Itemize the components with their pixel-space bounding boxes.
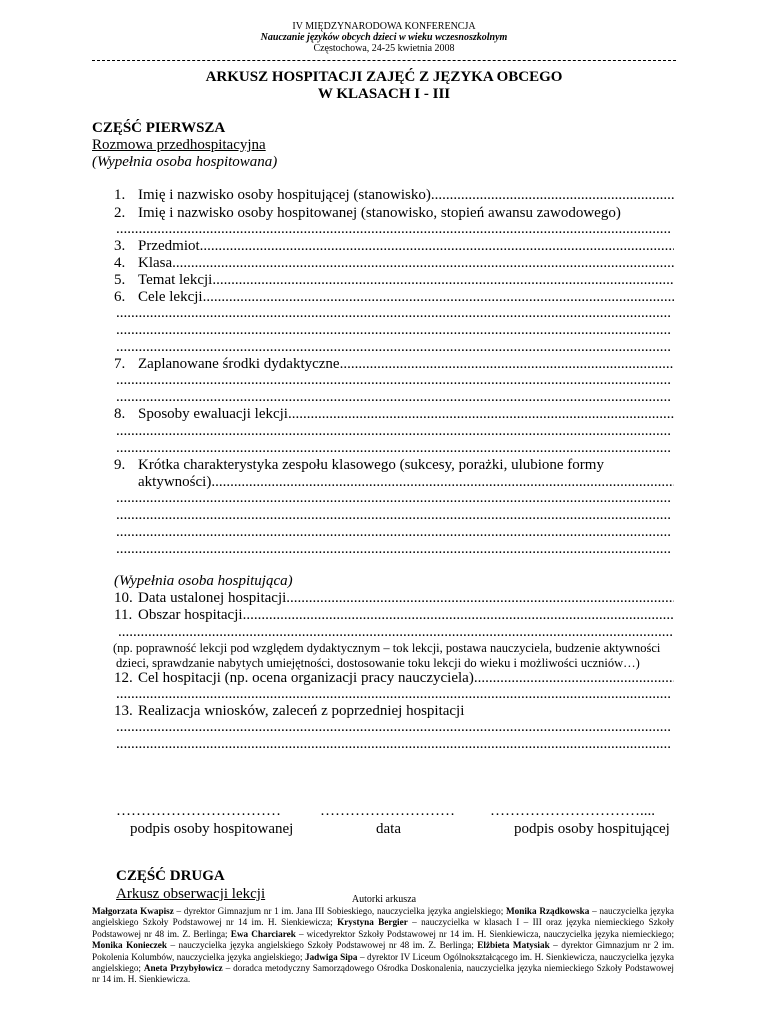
document-title: ARKUSZ HOSPITACJI ZAJĘĆ Z JĘZYKA OBCEGO [205,69,563,85]
conference-subtitle: Nauczanie języków obcych dzieci w wieku wczesnoszkolnym [260,32,508,43]
hint-text-line-1: (np. poprawność lekcji pod względem dydaktycznym – tok lekcji, postawa nauczyciela, budzenie aktywności [113,641,661,655]
answer-line[interactable] [116,221,672,238]
form-item-5[interactable]: 5. Temat lekcji ..... [114,272,674,289]
signature-label-date: data [376,821,401,837]
form-item-3[interactable]: 3. Przedmiot ..... [114,238,674,255]
answer-line[interactable] [116,490,672,507]
authors-caption: Autorki arkusza [351,894,417,905]
part-two-heading: CZĘŚĆ DRUGA [116,868,225,884]
part-one-note: (Wypełnia osoba hospitowana) [92,154,278,170]
answer-line[interactable] [116,736,672,753]
form-item-6[interactable]: 6. Cele lekcji ..... [114,289,674,306]
form-item-2: 2. Imię i nazwisko osoby hospitowanej (stanowisko, stopień awansu zawodowego) [114,205,621,221]
form-item-4[interactable]: 4. Klasa ..... [114,255,674,272]
form-item-13: 13. Realizacja wniosków, zaleceń z poprzedniej hospitacji [114,703,465,719]
document-subtitle: W KLASACH I - III [317,86,451,102]
answer-line[interactable] [116,339,672,356]
form-item-10[interactable]: 10. Data ustalonej hospitacji ..... [114,590,674,607]
hint-text-line-2: dzieci, sprawdzanie nabytych umiejętności, dostosowanie toku lekcji do wieku i możliwości uczniów…) [116,656,640,670]
signature-line-hospitowana[interactable]: …………………………… [116,803,281,819]
answer-line[interactable] [116,423,672,440]
form-item-1[interactable]: 1. Imię i nazwisko osoby hospitującej (stanowisko) ..... [114,187,674,204]
signature-label-hospitowana: podpis osoby hospitowanej [130,821,294,837]
answer-line[interactable] [116,372,672,389]
answer-line[interactable] [116,507,672,524]
answer-line[interactable] [116,541,672,558]
form-item-9: 9. Krótka charakterystyka zespołu klasowego (sukcesy, porażki, ulubione formy [114,457,604,473]
answer-line[interactable] [116,440,672,457]
form-item-7[interactable]: 7. Zaplanowane środki dydaktyczne ..... [114,356,674,373]
answer-line[interactable] [116,719,672,736]
header-divider [92,60,676,61]
signature-label-hospitujaca: podpis osoby hospitującej [514,821,670,837]
answer-line[interactable] [116,524,672,541]
part-one-heading: CZĘŚĆ PIERWSZA [92,120,226,136]
part-one-subheading: Rozmowa przedhospitacyjna [92,137,266,153]
signature-line-hospitujaca[interactable]: ………………………….... [490,803,655,819]
conference-date: Częstochowa, 24-25 kwietnia 2008 [313,43,455,54]
authors-text: Małgorzata Kwapisz – dyrektor Gimnazjum nr 1 im. Jana III Sobieskiego, nauczycielka języka angielskiego; Monika Rządkowska – nauczycielka języka angielskiego Szkoły Podstawowej nr 14 im. H. Sienkiewicza; Krystyna Bergier – nauczycielka w klasach I – III oraz języka niemieckiego Szkoły Podstawowej nr 48 im. Z. Berlinga; Ewa Charciarek – wicedyrektor Szkoły Podstawowej nr 14 im. H. Sienkiewicza, nauczycielka języka niemieckiego; Monika Konieczek – nauczycielka języka angielskiego Szkoły Podstawowej nr 48 im. Z. Berlinga; Elżbieta Matysiak – dyrektor Gimnazjum nr 2 im. Pokolenia Kolumbów, nauczycielka języka angielskiego; Jadwiga Sipa – dyrektor IV Liceum Ogólnokształcącego im. H. Sienkiewicza, nauczycielka języka angielskiego; Aneta Przybyłowicz – doradca metodyczny Samorządowego Ośrodka Doskonalenia, nauczycielka języka niemieckiego Szkoły Podstawowej nr 14 im. H. Sienkiewicza. [92,906,674,985]
part-two-subheading: Arkusz obserwacji lekcji [116,886,266,902]
form-item-8[interactable]: 8. Sposoby ewaluacji lekcji ..... [114,406,674,423]
form-item-11[interactable]: 11. Obszar hospitacji ..... [114,607,674,624]
form-item-12[interactable]: 12. Cel hospitacji (np. ocena organizacji pracy nauczyciela) ..... [114,670,674,687]
conference-title: IV MIĘDZYNARODOWA KONFERENCJA [292,21,476,32]
signature-line-date[interactable]: ……………………… [320,803,455,819]
answer-line[interactable] [116,389,672,406]
form-item-9-continued[interactable]: aktywności) ..... [114,474,674,491]
answer-line[interactable] [118,624,674,641]
answer-line[interactable] [116,305,672,322]
answer-line[interactable] [116,686,672,703]
part-one-note-2: (Wypełnia osoba hospitująca) [114,573,293,589]
answer-line[interactable] [116,322,672,339]
